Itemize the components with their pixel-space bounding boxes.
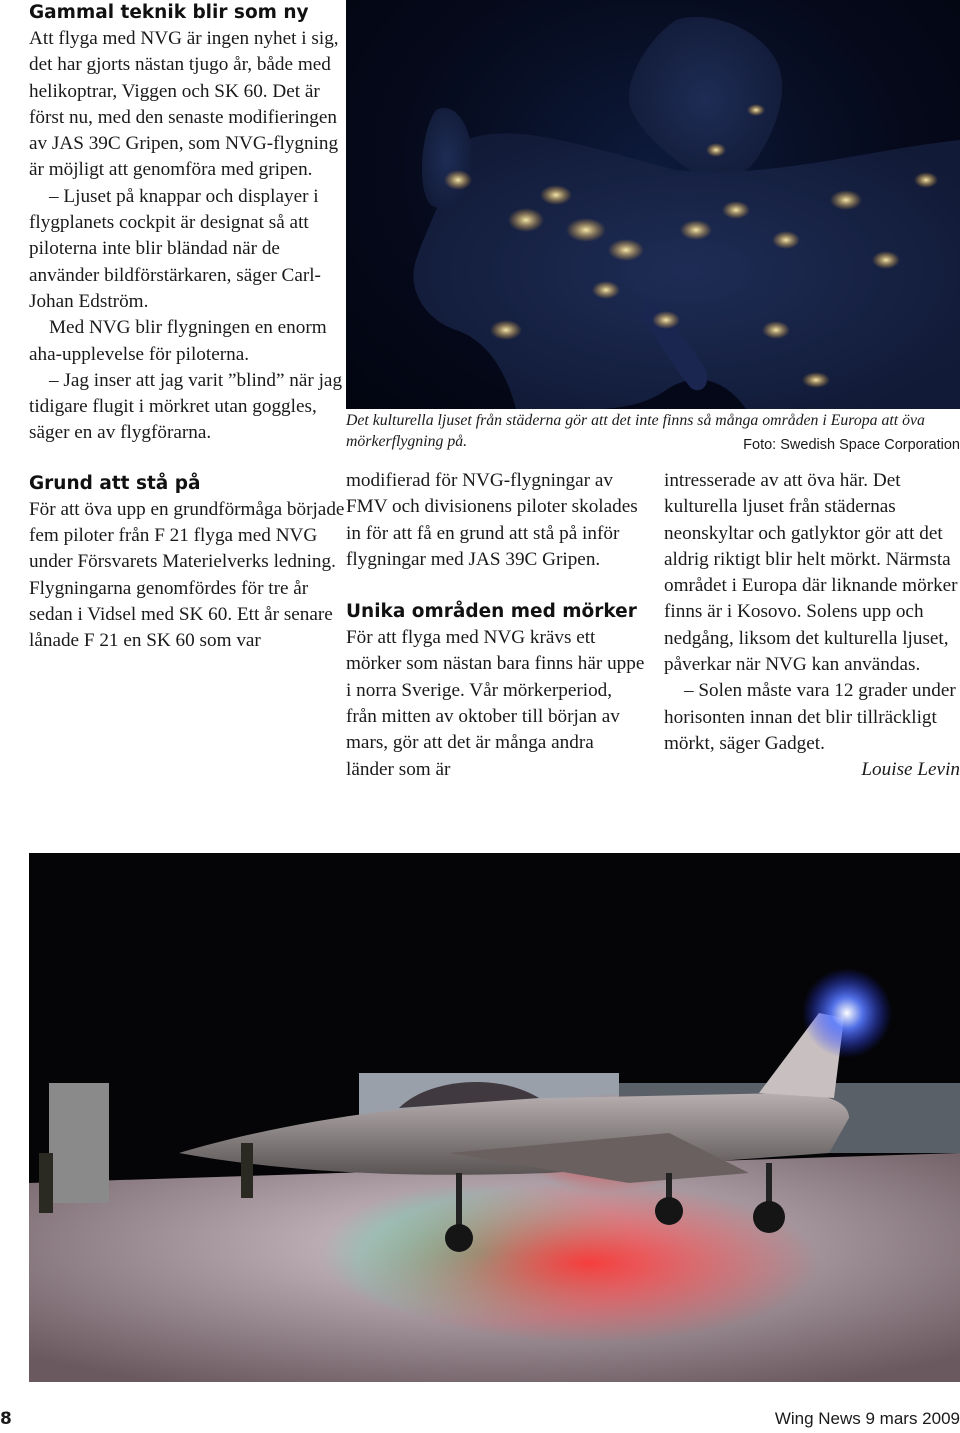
caption-text: Det kulturella ljuset från städerna gör att det inte finns så många områden i Europa att öva mörkerflygning på. (346, 412, 925, 450)
paragraph: För att flyga med NVG krävs ett mörker som nästan bara finns här uppe i norra Sverige. Vår mörkerperiod, från mitten av oktober till början av mars, gör att det är många andra länder som är (346, 627, 645, 780)
article-column-middle (346, 468, 646, 783)
section-heading: Unika områden med mörker (346, 601, 637, 623)
article-column-right (664, 468, 960, 784)
quote-paragraph: – Solen måste vara 12 grader under horisonten innan det blir tillräckligt mörkt, säger Gadget. (664, 680, 956, 754)
gripen-jet-illustration (29, 853, 960, 1382)
publication-footer: Wing News 9 mars 2009 (774, 1409, 960, 1428)
paragraph: modifierad för NVG-flygningar av FMV och divisionens piloter skolades in för att få en grund att stå på inför flygningar med JAS 39C Gripen. (346, 470, 638, 570)
photo-caption (346, 410, 960, 452)
article-column-left (29, 0, 347, 655)
europe-night-lights-photo (346, 0, 960, 409)
quote-paragraph: – Ljuset på knappar och displayer i flygplanets cockpit är designat så att piloterna inte blir bländad när de använder bildförstärkaren, säger Carl-Johan Edström. (29, 185, 321, 312)
paragraph: intresserade av att öva här. Det kulturella ljuset från städernas neonskyltar och gatlyktor gör att det aldrig riktigt blir helt mörkt. Närmsta området i Europa där liknande mörker finns är i Kosovo. Solens upp och nedgång, liksom det kulturella ljuset, påverkar när NVG kan användas. (664, 470, 958, 676)
paragraph: Att flyga med NVG är ingen nyhet i sig, det har gjorts nästan tjugo år, både med helikoptrar, Viggen och SK 60. Det är först nu, med den senaste modifieringen av JAS 39C Gripen, som NVG-flygning är möjligt att genomföra med gripen. (29, 28, 339, 181)
gripen-night-photo (29, 853, 960, 1382)
section-heading: Grund att stå på (29, 472, 201, 494)
author-signature: Louise Levin (861, 759, 960, 781)
paragraph: För att öva upp en grundförmåga började fem piloter från F 21 flyga med NVG under Försvarets Materielverks ledning. Flygningarna genomfördes för tre år sedan i Vidsel med SK 60. Ett år senare lånade F 21 en SK 60 som var (29, 498, 345, 652)
europe-map-illustration (346, 0, 960, 409)
section-heading: Gammal teknik blir som ny (29, 2, 309, 23)
quote-paragraph: – Jag inser att jag varit ”blind” när jag tidigare flugit i mörkret utan goggles, säger en av flygförarna. (29, 369, 343, 444)
paragraph: Med NVG blir flygningen en enorm aha-upplevelse för piloterna. (29, 317, 327, 365)
photo-credit: Foto: Swedish Space Corporation (743, 437, 960, 453)
page-number: 8 (0, 1409, 12, 1429)
